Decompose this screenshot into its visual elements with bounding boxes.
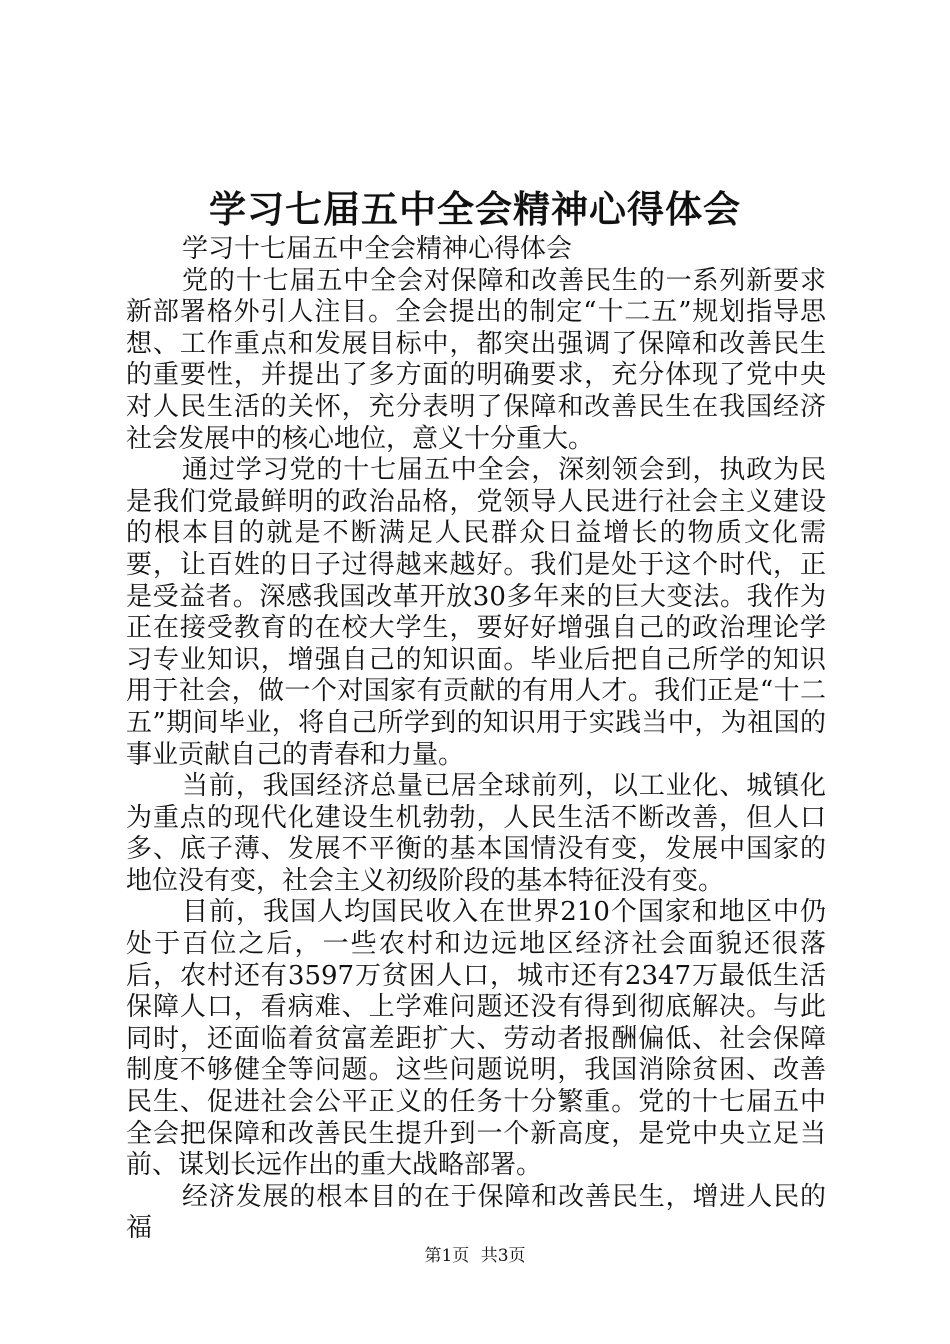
page-footer [0,1244,950,1268]
document-body [126,234,826,1245]
paragraph-subtitle: 学习十七届五中全会精神心得体会 [182,234,573,264]
page-number: 第1页 [424,1246,470,1266]
page-total: 共3页 [480,1246,526,1266]
paragraph: 经济发展的根本目的在于保障和改善民生，增进人民的福 [126,1181,826,1244]
paragraph: 通过学习党的十七届五中全会，深刻领会到，执政为民是我们党最鲜明的政治品格，党领导人民进行社会主义建设的根本目的就是不断满足人民群众日益增长的物质文化需要，让百姓的日子过得越来越好。我们是处于这个时代，正是受益者。深感我国改革开放30多年来的巨大变法。我作为正在接受教育的在校大学生，要好好增强自己的政治理论学习专业知识，增强自己的知识面。毕业后把自己所学的知识用于社会，做一个对国家有贡献的有用人才。我们正是“十二五”期间毕业，将自己所学到的知识用于实践当中，为祖国的事业贡献自己的青春和力量。 [126,455,826,770]
paragraph: 党的十七届五中全会对保障和改善民生的一系列新要求新部署格外引人注目。全会提出的制定“十二五”规划指导思想、工作重点和发展目标中，都突出强调了保障和改善民生的重要性，并提出了多方面的明确要求，充分体现了党中央对人民生活的关怀，充分表明了保障和改善民生在我国经济社会发展中的核心地位，意义十分重大。 [126,265,826,454]
paragraph: 当前，我国经济总量已居全球前列，以工业化、城镇化为重点的现代化建设生机勃勃，人民生活不断改善，但人口多、底子薄、发展不平衡的基本国情没有变，发展中国家的地位没有变，社会主义初级阶段的基本特征没有变。 [126,771,826,896]
document-title: 学习七届五中全会精神心得体会 [209,187,741,231]
paragraph: 目前，我国人均国民收入在世界210个国家和地区中仍处于百位之后，一些农村和边远地区经济社会面貌还很落后，农村还有3597万贫困人口，城市还有2347万最低生活保障人口，看病难、上学难问题还没有得到彻底解决。与此同时，还面临着贫富差距扩大、劳动者报酬偏低、社会保障制度不够健全等问题。这些问题说明，我国消除贫困、改善民生、促进社会公平正义的任务十分繁重。党的十七届五中全会把保障和改善民生提升到一个新高度，是党中央立足当前、谋划长远作出的重大战略部署。 [126,897,826,1181]
